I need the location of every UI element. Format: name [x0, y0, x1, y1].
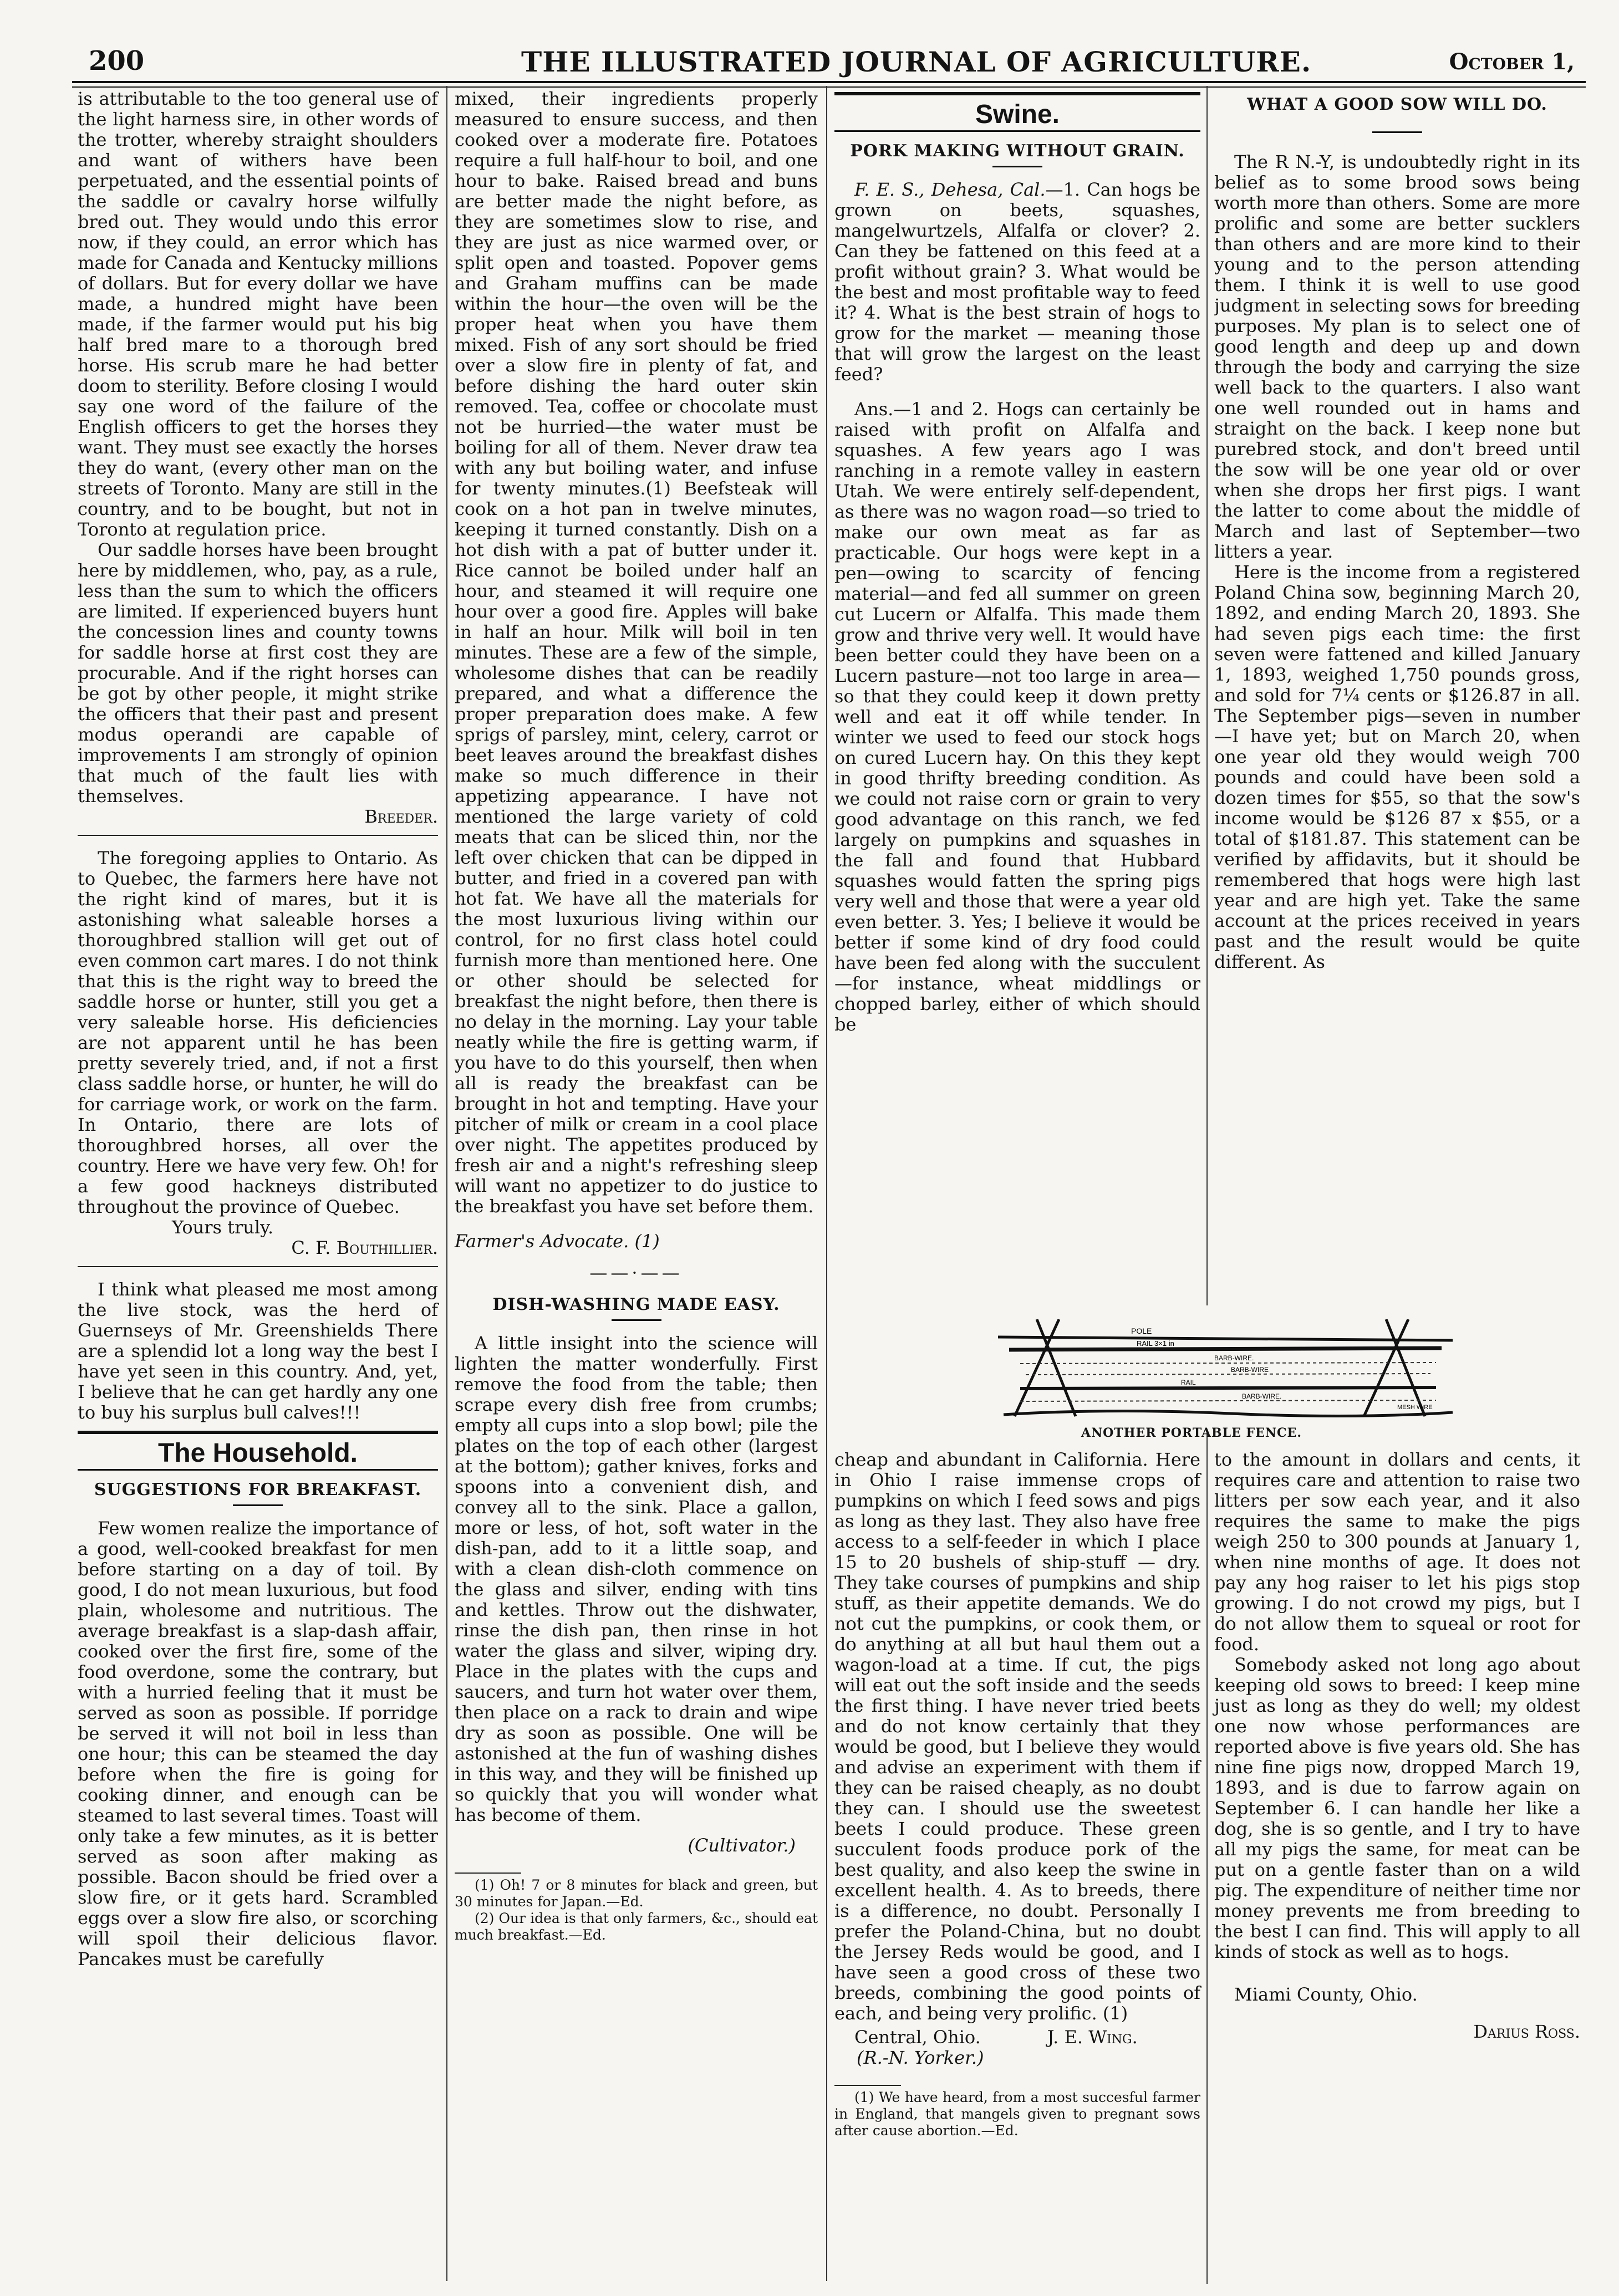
source-credit: (R.-N. Yorker.) [857, 2047, 984, 2068]
source-credit: Farmer's Advocate. (1) [455, 1231, 660, 1252]
fence-rail [1020, 1387, 1436, 1389]
dateline [834, 2027, 1200, 2048]
column-rule [826, 86, 827, 2281]
place: Central, Ohio. [854, 2027, 981, 2048]
issue-date: October 1, [1449, 49, 1575, 75]
barb-wire [1020, 1400, 1436, 1401]
article-title: SUGGESTIONS FOR BREAKFAST. [94, 1480, 422, 1499]
divider [992, 166, 1042, 167]
column-4-bottom [1214, 1450, 1580, 2042]
answer-text: Ans.—1 and 2. Hogs can certainly be raised with profit on Alfalfa and squashes. A few years ago I was ranching in a remote valley in eastern Utah. We were entirely self-dependent, as there was no wagon road—so tried to make our own meat as far as practicable. Our hogs were kept in a pen—owing to scarcity of fencing material—and fed all summer on green cut Lucern or Alfalfa. This made them grow and thrive very well. It would have been better could they have been on a Lucern pasture—not too large in area—so that they could keep it down pretty well and eat it off while tender. In winter we used to feed our stock hogs on cured Lucern hay. On this they kept in good thrifty breeding condition. As we could not raise corn or grain to very good advantage on this ranch, we fed largely on pumpkins and squashes in the fall and found that Hubbard squashes would fatten the spring pigs very well and those that were a year old even better. 3. Yes; I believe it would be better if some kind of dry food could have been fed along with the succulent—for instance, wheat middlings or chopped barley, either of which should be [834, 399, 1200, 1035]
closing: Yours truly. [172, 1217, 274, 1238]
paragraph: A little insight into the science will lighten the matter wonderfully. First remove the food from the table; then scrape every dish free from crumbs; empty all cups into a slop bowl; pile the plates on the top of each other (largest at the bottom); gather knives, forks and spoons into a convenient dish, and convey all to the sink. Place a gallon, more or less, of hot, soft water in the dish-pan, add to it a little soap, and with a clean dish-cloth commence on the glass and silver, ending with tins and kettles. Throw out the dishwater, rinse the dish pan, then rinse in hot water the glass and silver, wiping dry. Place in the plates with the cups and saucers, and turn hot water over them, then place on a rack to drain and wipe dry as soon as possible. One will be astonished at the fun of washing dishes in this way, and they will be finished up so quickly that you will wonder what has become of them. [455, 1333, 818, 1825]
journal-title: THE ILLUSTRATED JOURNAL OF AGRICULTURE. [521, 45, 1312, 78]
query-text: —1. Can hogs be grown on beets, squashes, mangelwurtzels, Alfalfa or clover? 2. Can they be fattened on this feed at a profit without grain? 3. What would be the best and most profitable way to feed it? 4. What is the best strain of hogs to grow for the market — meaning those that will grow the largest on the least feed? [834, 179, 1200, 385]
divider [1372, 131, 1422, 133]
label-rail: RAIL 3×1 in [1137, 1339, 1174, 1348]
ground-line [1004, 1411, 1453, 1416]
footnote-rule [455, 1872, 521, 1874]
signature: Breeder. [364, 806, 438, 827]
fence-pole [998, 1337, 1453, 1340]
article-title: WHAT A GOOD SOW WILL DO. [1247, 95, 1547, 114]
paragraph: to the amount in dollars and cents, it requires care and attention to raise two litters per sow each year, and it also requires the same to make the pigs weigh 250 to 300 pounds at January 1, when nine months of age. It does not pay any hog raiser to let his pigs stop growing. I do not crowd my pigs, but I do not allow them to squeal or root for food. [1214, 1449, 1580, 1655]
author: J. E. Wing. [1047, 2027, 1138, 2048]
label-pole: POLE [1131, 1326, 1152, 1335]
paragraph: Our saddle horses have been brought here by middlemen, who, pay, as a rule, less than the sum to which the officers are limited. If experienced buyers hunt the concession lines and county towns for saddle horse at first cost they are procurable. And if the right horses can be got by other people, it might strike the officers that their past and present modus operandi are capable of improvements I am strongly of opinion that much of the fault lies with themselves. [78, 539, 438, 807]
fence-post [1386, 1319, 1425, 1416]
paragraph: Few women realize the importance of a good, well-cooked breakfast for men before starting on a day of toil. By good, I do not mean luxurious, but food plain, wholesome and nutritious. The average breakfast is a slap-dash affair, cooked over the first fire, some of the food overdone, some the contrary, but with a hurried feeling that it must be served as soon as possible. If porridge be served it will not boil in less than one hour; this can be steamed the day before when the fire is going for cooking dinner, and enough can be steamed to last several times. Toast will only take a few minutes, as it is better served as soon after making as possible. Bacon should be fried over a slow fire, or it gets hard. Scrambled eggs over a slow fire also, or scorching will spoil their delicious flavor. Pancakes must be carefully [78, 1518, 438, 1970]
paragraph: The foregoing applies to Ontario. As to Quebec, the farmers here have not the right kind of mares, but it is astonishing what saleable horses a thoroughbred stallion will get out of even common cart mares. I do not think that this is the right way to breed the saddle horse or hunter, still you get a very saleable horse. His deficiencies are not apparent until he has been pretty severely tried, and, if not a first class saddle horse, or hunter, he will do for carriage work, or work on the farm. In Ontario, there are lots of thoroughbred horses, all over the country. Here we have very few. Oh! for a few good hackneys distributed throughout the province of Quebec. [78, 848, 438, 1217]
barb-wire [1020, 1363, 1436, 1364]
section-heading-swine: Swine. [834, 92, 1200, 132]
label-mesh-wire: MESH WIRE [1397, 1404, 1433, 1411]
article-title: PORK MAKING WITHOUT GRAIN. [850, 141, 1185, 161]
label-rail: RAIL [1181, 1379, 1196, 1386]
query-author: F. E. S., Dehesa, Cal. [854, 179, 1046, 200]
label-barb-wire: BARB-WIRE. [1242, 1392, 1282, 1400]
column-3-bottom [834, 1450, 1200, 2139]
fence-illustration [998, 1319, 1458, 1419]
paragraph: I think what pleased me most among the live stock, was the herd of Guernseys of Mr. Greenshields There are a splendid lot a long way the best I have yet seen in this country. And, yet, I believe that he can get hardly any one to buy his surplus bull calves!!! [78, 1279, 438, 1423]
paragraph: is attributable to the too general use of the light harness sire, in other words of the trotter, whereby straight shoulders and want of withers have been perpetuated, and the essential points of the saddle or cavalry horse wilfully bred out. They would undo this error now, if they could, an error which has made for Canada and Kentucky millions of dollars. But for every dollar we have made, a hundred might have been made, if the farmer would put his big half bred mare to a thorough bred horse. His scrub mare he had better doom to sterility. Before closing I would say one word of the failure of the English officers to get the horses they want. They must see exactly the horses they do want, (every other man on the streets of Toronto. Many are still in the country, and to be bought, but not in Toronto at regulation price. [78, 88, 438, 540]
footnote-rule [834, 2085, 901, 2086]
divider [78, 1266, 438, 1267]
source-credit: (Cultivator.) [688, 1835, 796, 1856]
footnote: (1) We have heard, from a most succesful farmer in England, that mangels given to pregnant sows after cause abortion.—Ed. [834, 2089, 1200, 2139]
divider [612, 1319, 661, 1321]
header-rule [72, 81, 1586, 88]
column-3-top [834, 89, 1200, 1314]
column-rule [1206, 86, 1208, 1305]
divider [78, 835, 438, 836]
barb-wire [1026, 1374, 1430, 1375]
page-number: 200 [89, 45, 145, 76]
portable-fence-drawing [998, 1319, 1458, 1419]
paragraph: Somebody asked not long ago about keeping old sows to breed: I keep mine just as long as they do well; my oldest one now whose performances are reported above is five years old. She has nine fine pigs now, dropped March 19, 1893, and is due to farrow again on September 6. I can handle her like a dog, she is so gentle, and I try to have all my pigs the same, for meat can be put on a gentle faster than on a wild pig. The expenditure of neither time nor money prevents me from breeding to the best I can find. This will apply to all kinds of stock as well as to hogs. [1214, 1654, 1580, 1962]
paragraph: cheap and abundant in California. Here in Ohio I raise immense crops of pumpkins on which I feed sows and pigs as long as they last. They also have free access to a self-feeder in which I place 15 to 20 bushels of ship-stuff — dry. They take courses of pumpkins and ship stuff, as their appetite demands. We do not cut the pumpkins, or cook them, or do anything at all but haul them out a wagon-load at a time. If cut, the pigs will eat out the soft inside and the seeds the first thing. I have never tried beets and do not know certainly that they would be good, but I believe they would and advise an experiment with them if they can be raised cheaply, as no doubt they can. I should use the sweetest beets I could produce. These green succulent foods produce pork of the best quality, and also keep the swine in excellent health. 4. As to breeds, there is a difference, no doubt. Personally I prefer the Poland-China, but no doubt the Jersey Reds would be good, and I have seen a good cross of these two breeds, combining the good points of each, and being very prolific. (1) [834, 1449, 1200, 2024]
paragraph: mixed, their ingredients properly measured to ensure success, and then cooked over a moderate fire. Potatoes require a full half-hour to boil, and one hour to bake. Raised bread and buns are better made the night before, as they are sometimes slow to rise, and they are just as nice warmed over, or split open and toasted. Popover gems and Graham muffins can be made within the hour—the oven will be the proper heat when you have them mixed. Fish of any sort should be fried over a slow fire in plenty of fat, and before dishing the hard outer skin removed. Tea, coffee or chocolate must not be hurried—the water must be boiling for all of them. Never draw tea with any but boiling water, and infuse for twenty minutes.(1) Beefsteak will cook on a hot pan in twelve minutes, keeping it turned constantly. Dish on a hot dish with a pat of butter under it. Rice cannot be boiled under half an hour, and steamed it will require one hour over a good fire. Apples will bake in half an hour. Milk will boil in ten minutes. These are a few of the simple, wholesome dishes that can be readily prepared, and what a difference the proper preparation does make. A few sprigs of parsley, mint, celery, carrot or beet leaves around the breakfast dishes make so much difference in their appetizing appearance. I have not mentioned the large variety of cold meats that can be sliced thin, nor the left over chicken that can be dipped in butter, and fried in a covered pan with hot fat. We have all the materials for the most luxurious living within our control, for no first class hotel could furnish more than mentioned here. One or other should be selected for breakfast the night before, then there is no delay in the morning. Lay your table neatly while the fire is getting warm, if you have to do this yourself, then when all is ready the breakfast can be brought in hot and tempting. Have your pitcher of milk or cream in a cool place over night. The appetites produced by fresh air and a night's refreshing sleep will want no appetizer to do justice to the breakfast you have set before them. [455, 88, 818, 1217]
column-1 [78, 89, 438, 1970]
column-2 [455, 89, 818, 1943]
column-4-top [1214, 89, 1580, 1314]
footnote: (1) Oh! 7 or 8 minutes for black and green, but 30 minutes for Japan.—Ed. [455, 1877, 818, 1910]
figure-caption: ANOTHER PORTABLE FENCE. [1081, 1426, 1302, 1440]
section-heading-household: The Household. [78, 1431, 438, 1471]
signature: C. F. Bouthillier. [291, 1237, 438, 1258]
divider [233, 1504, 283, 1506]
author: Darius Ross. [1473, 2021, 1580, 2042]
fence-post [1364, 1319, 1408, 1416]
ornament-divider: ——·—— [589, 1262, 683, 1283]
page-header [67, 44, 1575, 83]
column-rule [1206, 1430, 1208, 2284]
paragraph: Here is the income from a registered Poland China sow, beginning March 20, 1892, and ending March 20, 1893. She had seven pigs each time: the first seven were fattened and killed January 1, 1893, weighed 1,750 pounds gross, and sold for 7¼ cents or $126.87 in all. The September pigs—seven in number—I have yet; but on March 20, when one year old they would weigh 700 pounds and could have been sold a dozen times for $55, so that the sow's income would be $126 87 x $55, or a total of $181.87. This statement can be verified by affidavits, but it should be remembered that hogs were high last year and are high yet. Take the same account at the prices received in years past and the result would be quite different. As [1214, 562, 1580, 972]
article-title: DISH-WASHING MADE EASY. [492, 1295, 780, 1314]
fence-rail [1009, 1348, 1442, 1350]
paragraph: The R N.-Y, is undoubtedly right in its belief as to some brood sows being worth more than others. Some are more prolific and some are better sucklers than others and are more kind to their young and to the person attending them. I think it is well to use good judgment in selecting sows for breeding purposes. My plan is to select one of good length and deep up and down through the body and carrying the size well back to the quarters. I also want one well rounded out in hams and straight on the back. I keep none but purebred stock, and don't breed until the sow will be one year old or over when she drops her first pigs. I want the latter to come about the middle of March and last of September—two litters a year. [1214, 151, 1580, 562]
column-rule [446, 86, 447, 2281]
place: Miami County, Ohio. [1234, 1984, 1418, 2005]
label-barb-wire: BARB-WIRE. [1214, 1354, 1254, 1362]
label-barb-wire: BARB-WIRE [1231, 1366, 1269, 1374]
footnote: (2) Our idea is that only farmers, &c., should eat much breakfast.—Ed. [455, 1910, 818, 1943]
